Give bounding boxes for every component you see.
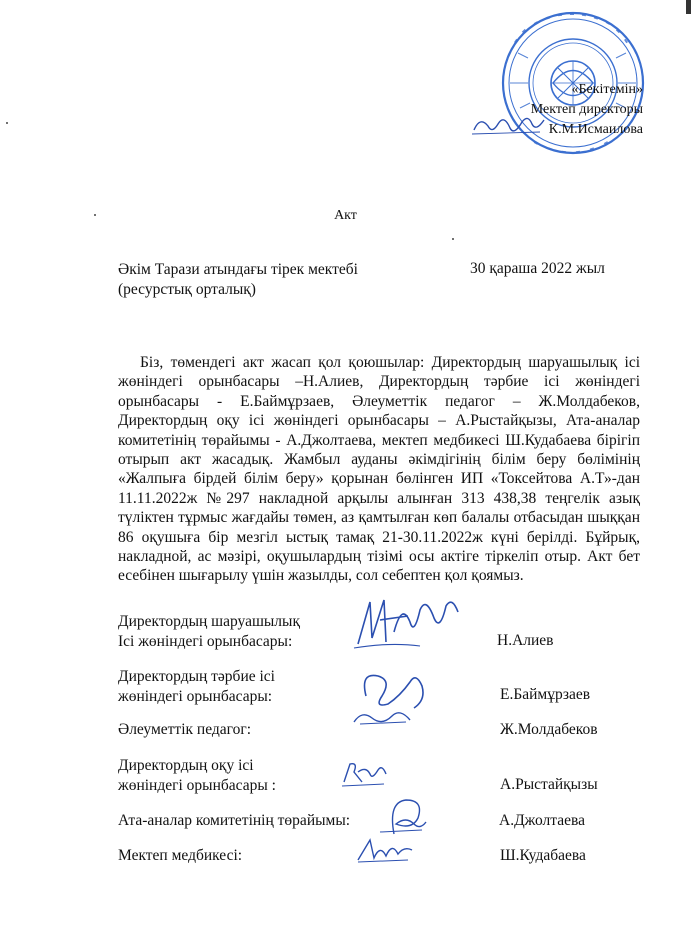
signature-baimurzaev — [352, 666, 432, 732]
signatory-label: Директордың шаруашылық Ісі жөніндегі орынбасары: — [118, 613, 300, 650]
signatory-label: Әлеуметтік педагог: — [118, 721, 252, 738]
signature-joltaeva — [376, 794, 428, 838]
signatory-label: Директордың тәрбие ісі жөніндегі орынбасары: — [118, 668, 275, 705]
signature-rystaikyzy — [340, 760, 390, 788]
scan-edge-mark — [686, 0, 691, 14]
school-name: Әкім Тарази атындағы тірек мектебі — [118, 261, 358, 278]
scan-speck — [6, 122, 8, 124]
signatory-name: Ж.Молдабеков — [500, 721, 598, 738]
approval-name: К.М.Исмаилова — [548, 122, 643, 137]
signature-kudabaeva — [356, 836, 416, 864]
scan-speck — [452, 238, 454, 240]
signatory-label: Мектеп медбикесі: — [118, 847, 243, 864]
director-signature — [470, 112, 550, 142]
signatory-label: Директордың оқу ісі жөніндегі орынбасары : — [118, 757, 276, 794]
approval-position: Мектеп директоры — [530, 102, 643, 117]
signature-aliev — [350, 592, 470, 654]
document-date: 30 қараша 2022 жыл — [470, 260, 605, 277]
signatory-name: Е.Баймұрзаев — [500, 686, 591, 703]
signatory-name: А.Рыстайқызы — [500, 776, 598, 793]
signatory-name: Ш.Кудабаева — [500, 847, 586, 864]
school-block — [118, 260, 358, 300]
signatory-name: Н.Алиев — [497, 632, 554, 649]
signatory-label: Ата-аналар комитетінің төрайымы: — [118, 812, 351, 829]
school-subtitle: (ресурстық орталық) — [118, 281, 256, 298]
signatory-name: А.Джолтаева — [499, 812, 585, 829]
document-title: Акт — [334, 208, 357, 223]
approval-label: «Бекітемін» — [571, 82, 643, 97]
act-body: Біз, төмендегі акт жасап қол қоюшылар: Директордың шаруашылық ісі жөніндегі орынбасары –Н.Алиев, Директордың тәрбие ісі жөніндегі орынбасары - Е.Баймұрзаев, Әлеуметтік педагог – Ж.Молдабеков, Директордың оқу ісі жөніндегі орынбасары – А.Рыстайқызы, Ата-аналар комитетінің төрайымы - А.Джолтаева, мектеп медбикесі Ш.Кудабаева бірігіп отырып акт жасадық. Жамбыл ауданы әкімдігінің білім беру бөлімінің «Жалпыға бірдей білім беру» қорынан бөлінген ИП «Токсейтова А.Т»-дан 11.11.2022ж №297 накладной арқылы алынған 313 438,38 теңгелік азық түліктен тұрмыс жағдайы төмен, аз қамтылған көп балалы отбасыдан шыққан 86 оқушыға бір мезгіл ыстық тамақ 21-30.11.2022ж күні берілді. Бұйрық, накладной, ас мәзірі, оқушылардың тізімі осы актіге тіркеліп отыр. Акт бет есебінен шығарылу үшін жазылды, сол себептен қол қоямыз. — [118, 354, 640, 585]
